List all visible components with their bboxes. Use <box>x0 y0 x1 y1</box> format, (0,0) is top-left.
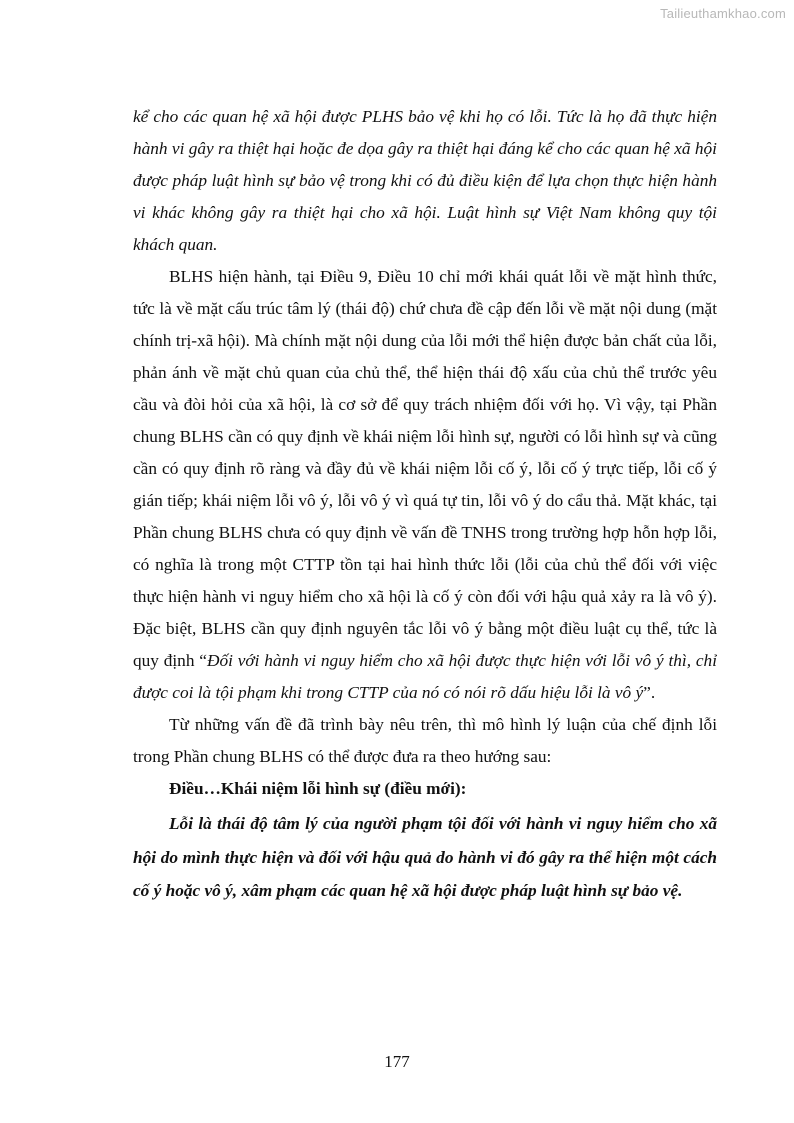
paragraph-continuation: kể cho các quan hệ xã hội được PLHS bảo vệ khi họ có lỗi. Tức là họ đã thực hiện hành vi gây ra thiệt hại hoặc đe dọa gây ra thiệt hại đáng kể cho các quan hệ xã hội được pháp luật hình sự bảo vệ trong khi có đủ điều kiện để lựa chọn thực hiện hành vi khác không gây ra thiệt hại cho xã hội. Luật hình sự Việt Nam không quy tội khách quan. <box>133 107 717 254</box>
paragraph-blhs-text: BLHS hiện hành, tại Điều 9, Điều 10 chỉ mới khái quát lỗi về mặt hình thức, tức là về mặt cấu trúc tâm lý (thái độ) chứ chưa đề cập đến lỗi về mặt nội dung (mặt chính trị-xã hội). Mà chính mặt nội dung của lỗi mới thể hiện được bản chất của lỗi, phản ánh về mặt chủ quan của chủ thể, thể hiện thái độ xấu của chủ thể trước yêu cầu và đòi hỏi của xã hội, là cơ sở để quy trách nhiệm đối với họ. Vì vậy, tại Phần chung BLHS cần có quy định về khái niệm lỗi hình sự, người có lỗi hình sự và cũng cần có quy định rõ ràng và đầy đủ về khái niệm lỗi cố ý, lỗi cố ý trực tiếp, lỗi cố ý gián tiếp; khái niệm lỗi vô ý, lỗi vô ý vì quá tự tin, lỗi vô ý do cẩu thả. Mặt khác, tại Phần chung BLHS chưa có quy định về vấn đề TNHS trong trường hợp hỗn hợp lỗi, có nghĩa là trong một CTTP tồn tại hai hình thức lỗi (lỗi của chủ thể đối với việc thực hiện hành vi nguy hiểm cho xã hội là cố ý còn đối với hậu quả xảy ra là vô ý). Đặc biệt, BLHS cần quy định nguyên tắc lỗi vô ý bằng một điều luật cụ thể, tức là quy định “ <box>133 267 717 670</box>
page-number: 177 <box>384 1052 410 1071</box>
paragraph-model-intro: Từ những vấn đề đã trình bày nêu trên, thì mô hình lý luận của chế định lỗi trong Phần chung BLHS có thể được đưa ra theo hướng sau: <box>133 715 717 766</box>
watermark-text: Tailieuthamkhao.com <box>660 6 786 21</box>
document-body <box>133 101 717 908</box>
quoted-principle: Đối với hành vi nguy hiểm cho xã hội được thực hiện với lỗi vô ý thì, chỉ được coi là tội phạm khi trong CTTP của nó có nói rõ dấu hiệu lỗi là vô ý <box>133 651 717 702</box>
article-heading: Điều…Khái niệm lỗi hình sự (điều mới): <box>169 779 467 798</box>
article-definition: Lỗi là thái độ tâm lý của người phạm tội đối với hành vi nguy hiểm cho xã hội do mình thực hiện và đối với hậu quả do hành vi đó gây ra thể hiện một cách cố ý hoặc vô ý, xâm phạm các quan hệ xã hội được pháp luật hình sự bảo vệ. <box>133 814 717 900</box>
paragraph-blhs-current <box>133 261 717 709</box>
quote-close: ”. <box>643 683 656 702</box>
